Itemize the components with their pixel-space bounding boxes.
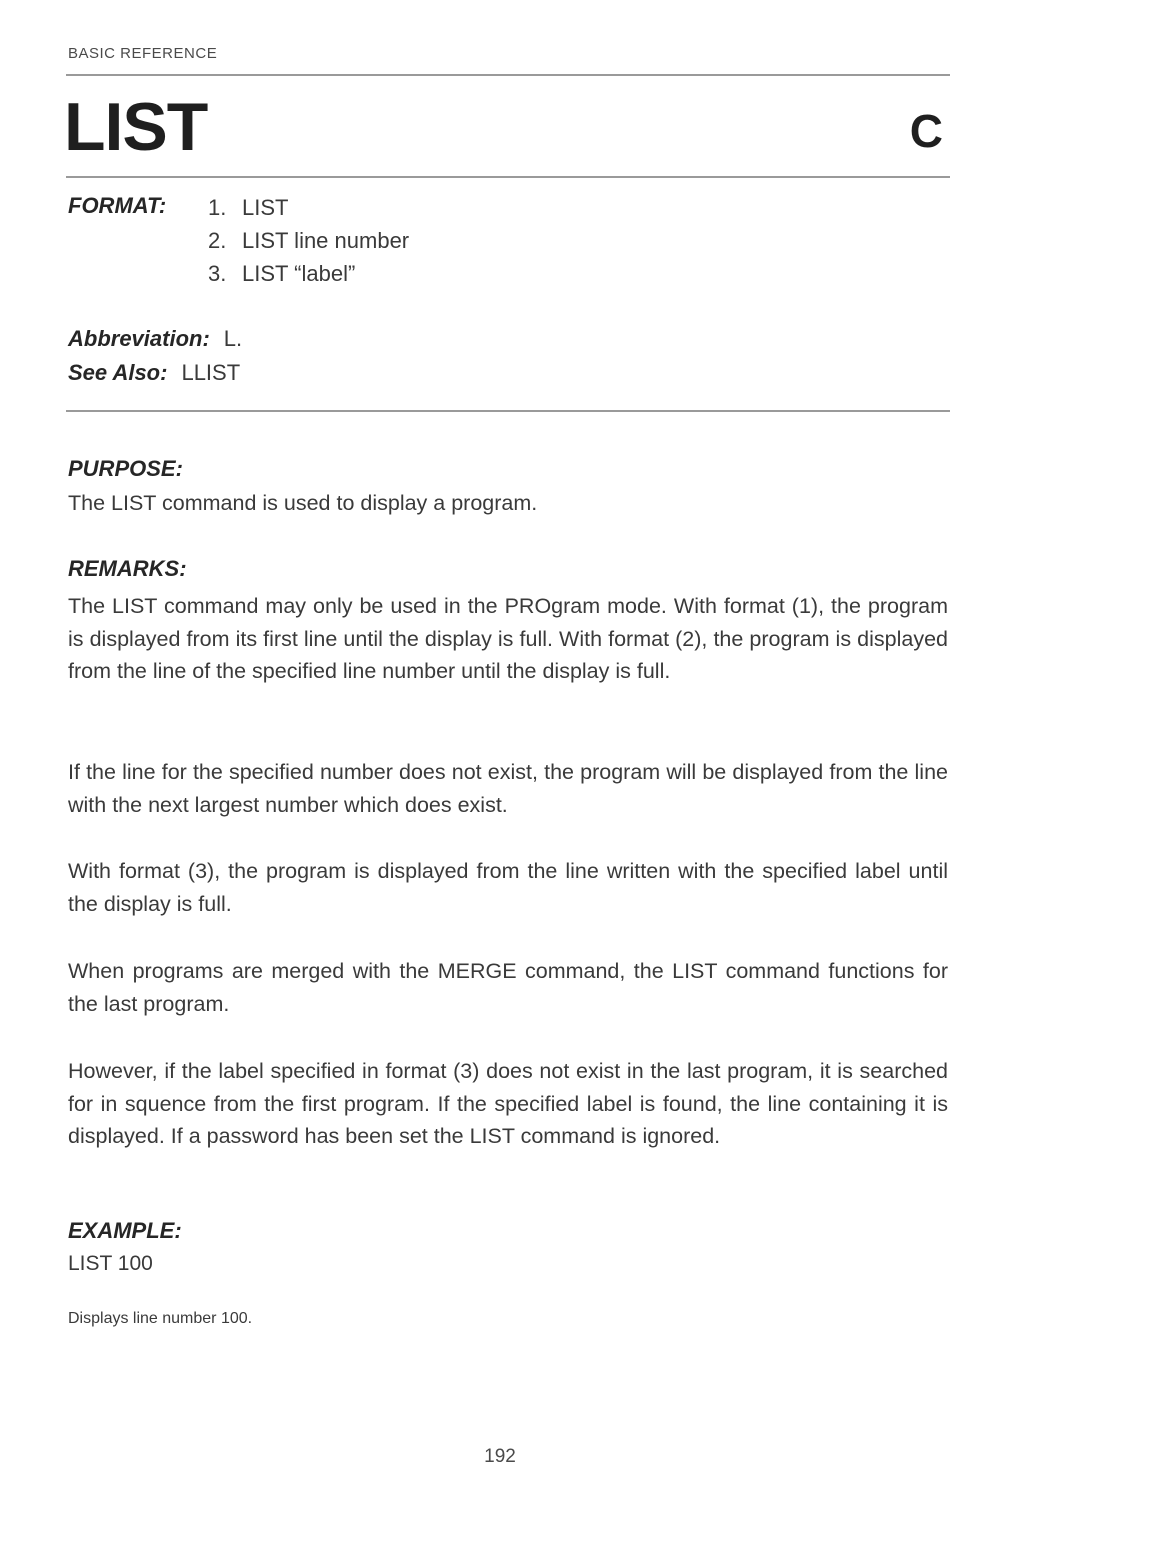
remarks-heading: REMARKS: — [68, 556, 187, 581]
remarks-paragraph: However, if the label specified in format (3) does not exist in the last program, it is searched for in squence from the first program. If the specified label is found, the line containing it is displayed. If a password has been set the LIST command is ignored. — [68, 1059, 948, 1148]
format-label: FORMAT: — [68, 193, 167, 218]
example-note: Displays line number 100. — [68, 1310, 253, 1327]
format-item-text: LIST — [242, 195, 289, 220]
mode-letter: C — [909, 105, 943, 157]
format-item — [208, 191, 409, 224]
header-divider — [66, 74, 950, 76]
see-also-value: LLIST — [181, 360, 241, 385]
example-code: LIST 100 — [68, 1252, 153, 1275]
format-item-number: 1. — [208, 195, 227, 220]
abbreviation-label: Abbreviation: — [68, 326, 210, 351]
remarks-paragraph: When programs are merged with the MERGE command, the LIST command functions for the last program. — [68, 959, 948, 1016]
example-heading: EXAMPLE: — [68, 1218, 182, 1243]
format-item-text: LIST “label” — [242, 261, 356, 286]
running-head: BASIC REFERENCE — [68, 45, 218, 62]
remarks-paragraph: With format (3), the program is displayed from the line written with the specified label until the display is full. — [68, 859, 948, 916]
format-item — [208, 257, 409, 290]
abbreviation-value: L. — [223, 326, 243, 351]
purpose-heading: PURPOSE: — [68, 456, 183, 481]
format-item — [208, 224, 409, 257]
entry-title: LIST — [64, 89, 208, 165]
format-list — [208, 191, 409, 290]
title-divider — [66, 176, 950, 178]
purpose-text: The LIST command is used to display a program. — [68, 491, 538, 515]
format-item-number: 2. — [208, 228, 227, 253]
remarks-paragraph: If the line for the specified number does not exist, the program will be displayed from the line with the next largest number which does exist. — [68, 760, 948, 817]
format-item-number: 3. — [208, 261, 227, 286]
see-also-label: See Also: — [68, 360, 168, 385]
remarks-paragraph: The LIST command may only be used in the PROgram mode. With format (1), the program is displayed from its first line until the display is full. With format (2), the program is displayed from the line of the specified line number until the display is full. — [68, 594, 948, 683]
see-also-row — [68, 360, 240, 386]
section-divider — [66, 410, 950, 412]
format-item-text: LIST line number — [242, 228, 410, 253]
page-number: 192 — [484, 1446, 516, 1467]
abbreviation-row — [68, 326, 242, 352]
